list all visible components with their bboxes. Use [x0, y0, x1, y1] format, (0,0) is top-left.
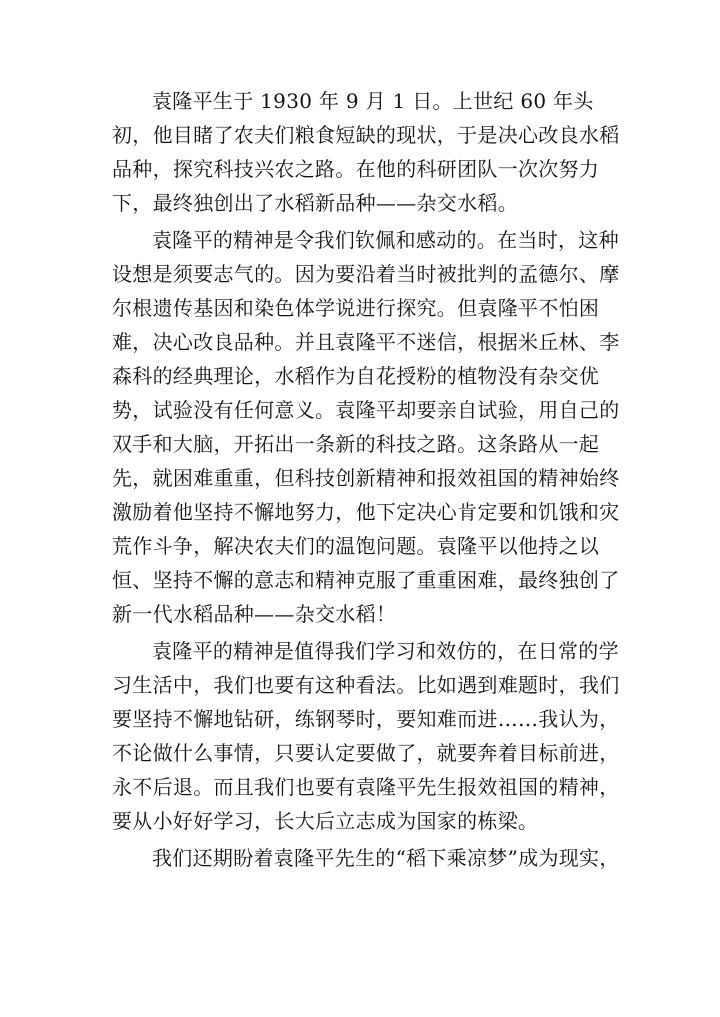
paragraph-4: 我们还期盼着袁隆平先生的“稻下乘凉梦”成为现实，: [152, 846, 620, 870]
paragraph-1: 袁隆平生于 1930 年 9 月 1 日。上世纪 60 年头初，他目睹了农夫们粮食短缺的现状，于是决心改良水稻品种，探究科技兴农之路。在他的科研团队一次次努力下，最终独创出了水稻新品种——杂交水稻。: [112, 89, 620, 215]
paragraph-2: 袁隆平的精神是令我们钦佩和感动的。在当时，这种设想是须要志气的。因为要沿着当时被批判的孟德尔、摩尔根遗传基因和染色体学说进行探究。但袁隆平不怕困难，决心改良品种。并且袁隆平不迷信，根据米丘林、李森科的经典理论，水稻作为自花授粉的植物没有杂交优势，试验没有任何意义。袁隆平却要亲自试验，用自己的双手和大脑，开拓出一条新的科技之路。这条路从一起先，就困难重重，但科技创新精神和报效祖国的精神始终激励着他坚持不懈地努力，他下定决心肯定要和饥饿和灾荒作斗争，解决农夫们的温饱问题。袁隆平以他持之以恒、坚持不懈的意志和精神克服了重重困难，最终独创了新一代水稻品种——杂交水稻！: [112, 228, 620, 626]
document-body: [112, 84, 622, 875]
paragraph-3: 袁隆平的精神是值得我们学习和效仿的，在日常的学习生活中，我们也要有这种看法。比如遇到难题时，我们要坚持不懈地钻研，练钢琴时，要知难而进……我认为，不论做什么事情，只要认定要做了，就要奔着目标前进，永不后退。而且我们也要有袁隆平先生报效祖国的精神，要从小好好学习，长大后立志成为国家的栋梁。: [112, 639, 620, 833]
